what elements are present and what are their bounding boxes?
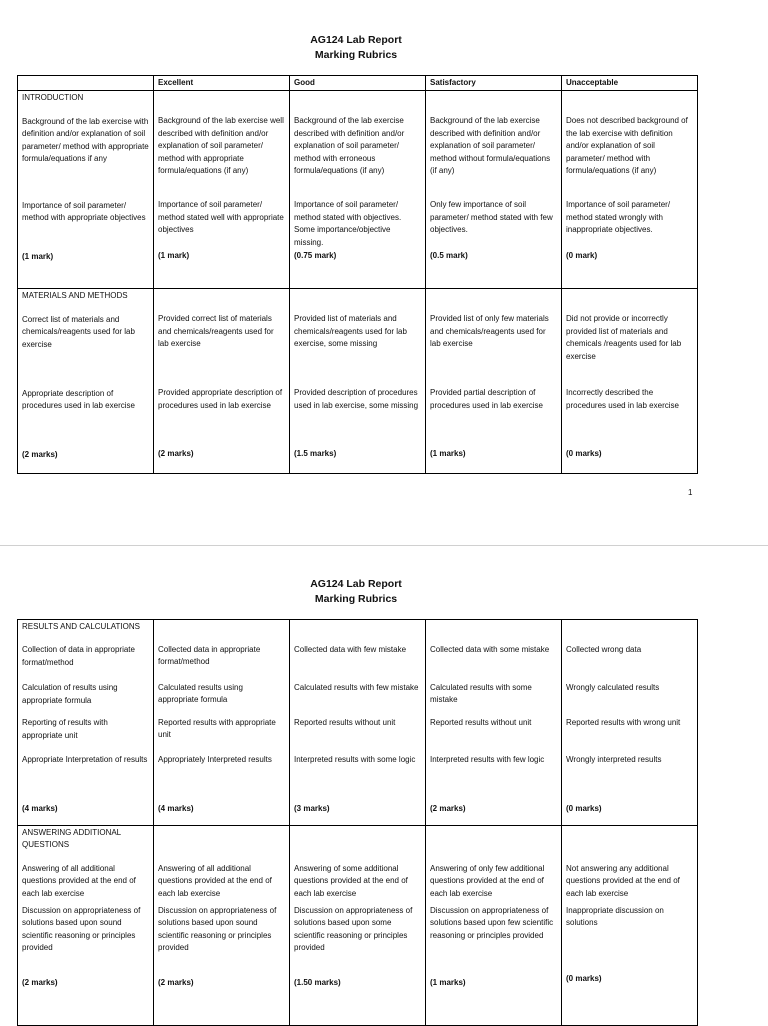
mark-label: (1 marks) xyxy=(430,978,466,987)
document-title xyxy=(0,33,712,63)
descriptor: Reported results with wrong unit xyxy=(566,718,681,727)
criteria-item: Discussion on appropriateness of solutions based upon sound scientific reasoning or principles provided xyxy=(22,906,141,953)
header-cell-satisfactory: Satisfactory xyxy=(426,76,562,91)
page-2 xyxy=(0,546,768,1024)
mark-label: (2 marks) xyxy=(22,978,58,987)
descriptor: Provided list of only few materials and chemicals/reagents used for lab exercise xyxy=(430,314,549,349)
good-cell xyxy=(290,91,426,289)
descriptor: Answering of only few additional questions provided at the end of each lab exercise xyxy=(430,864,545,898)
good-cell xyxy=(290,620,426,826)
unacceptable-cell xyxy=(562,826,698,1026)
descriptor: Answering of some additional questions provided at the end of each lab exercise xyxy=(294,864,408,898)
criteria-cell xyxy=(18,826,154,1026)
descriptor: Background of the lab exercise well described with definition and/or explanation of soil parameter/ method with appropriate formula/equations (if any) xyxy=(158,116,284,176)
mark-label: (2 marks) xyxy=(158,978,194,987)
mark-label: (0 marks) xyxy=(566,804,602,813)
mark-label: (4 marks) xyxy=(158,804,194,813)
criteria-item: Correct list of materials and chemicals/reagents used for lab exercise xyxy=(22,314,135,349)
mark-label: (2 marks) xyxy=(430,804,466,813)
descriptor: Provided correct list of materials and chemicals/reagents used for lab exercise xyxy=(158,314,274,349)
descriptor: Collected data with few mistake xyxy=(294,645,407,654)
section-title: MATERIALS AND METHODS xyxy=(22,291,128,301)
mark-label: (0.5 mark) xyxy=(430,251,468,261)
descriptor: Calculated results using appropriate formula xyxy=(158,683,243,705)
section-row-answering-additional-questions xyxy=(18,826,698,1026)
mark-label: (1.5 marks) xyxy=(294,449,337,459)
excellent-cell xyxy=(154,91,290,289)
satisfactory-cell xyxy=(426,620,562,826)
section-row-materials-and-methods xyxy=(18,289,698,474)
descriptor: Collected data with some mistake xyxy=(430,645,550,654)
mark-label: (0 mark) xyxy=(566,251,598,261)
descriptor: Does not described background of the lab exercise with definition and/or explanation of soil parameter/ method with formula/equations (if any) xyxy=(566,116,688,176)
descriptor: Reported results without unit xyxy=(294,718,396,727)
excellent-cell xyxy=(154,620,290,826)
criteria-item: Collection of data in appropriate format/method xyxy=(22,645,135,667)
satisfactory-cell xyxy=(426,289,562,474)
descriptor: Importance of soil parameter/ method stated wrongly with inappropriate objectives. xyxy=(566,200,671,235)
criteria-item: Appropriate Interpretation of results xyxy=(22,755,148,765)
satisfactory-cell xyxy=(426,826,562,1026)
descriptor: Wrongly calculated results xyxy=(566,683,660,692)
criteria-item: Reporting of results with appropriate unit xyxy=(22,718,108,740)
descriptor: Collected wrong data xyxy=(566,645,642,654)
descriptor: Wrongly interpreted results xyxy=(566,755,662,764)
rubric-table-1 xyxy=(17,75,698,474)
header-cell-good: Good xyxy=(290,76,426,91)
criteria-item: Calculation of results using appropriate formula xyxy=(22,683,118,705)
title-line-1: AG124 Lab Report xyxy=(310,34,402,46)
unacceptable-cell xyxy=(562,289,698,474)
section-title: ANSWERING ADDITIONAL QUESTIONS xyxy=(22,828,121,850)
criteria-item: Answering of all additional questions provided at the end of each lab exercise xyxy=(22,864,136,898)
mark-label: (2 marks) xyxy=(158,449,194,459)
rubric-table-2 xyxy=(17,619,698,1026)
page-number: 1 xyxy=(688,488,693,497)
title-line-1: AG124 Lab Report xyxy=(310,578,402,590)
mark-label: (0 marks) xyxy=(566,449,602,459)
criteria-item: Importance of soil parameter/ method with appropriate objectives xyxy=(22,200,146,223)
descriptor: Provided partial description of procedures used in lab exercise xyxy=(430,388,543,410)
descriptor: Provided description of procedures used in lab exercise, some missing xyxy=(294,388,419,410)
descriptor: Incorrectly described the procedures used in lab exercise xyxy=(566,388,679,410)
excellent-cell xyxy=(154,289,290,474)
mark-label: (1 mark) xyxy=(158,251,190,261)
descriptor: Inappropriate discussion on solutions xyxy=(566,906,664,928)
mark-label: (1 marks) xyxy=(430,449,466,459)
criteria-cell xyxy=(18,289,154,474)
title-line-2: Marking Rubrics xyxy=(314,49,398,61)
descriptor: Calculated results with some mistake xyxy=(430,683,532,705)
descriptor: Background of the lab exercise described with definition and/or explanation of soil parameter/ method with erroneous formula/equations (if any) xyxy=(294,116,405,176)
descriptor: Provided appropriate description of procedures used in lab exercise xyxy=(158,388,283,410)
section-row-introduction xyxy=(18,91,698,289)
section-title: RESULTS AND CALCULATIONS xyxy=(22,622,140,631)
header-cell-unacceptable: Unacceptable xyxy=(562,76,698,91)
descriptor: Provided list of materials and chemicals/reagents used for lab exercise, some missing xyxy=(294,314,407,349)
descriptor: Background of the lab exercise described with definition and/or explanation of soil parameter/ method without formula/equations (if any) xyxy=(430,116,551,176)
section-title: INTRODUCTION xyxy=(22,93,84,103)
descriptor: Only few importance of soil parameter/ method stated with few objectives. xyxy=(430,200,553,235)
satisfactory-cell xyxy=(426,91,562,289)
unacceptable-cell xyxy=(562,620,698,826)
header-cell-criteria xyxy=(18,76,154,91)
descriptor: Interpreted results with some logic xyxy=(294,755,416,764)
descriptor: Reported results with appropriate unit xyxy=(158,718,276,740)
title-line-2: Marking Rubrics xyxy=(314,593,398,605)
mark-label: (1.50 marks) xyxy=(294,978,341,987)
descriptor: Not answering any additional questions provided at the end of each lab exercise xyxy=(566,864,680,898)
descriptor: Discussion on appropriateness of solutions based upon few scientific reasoning or principles provided xyxy=(430,906,554,940)
mark-label: (0 marks) xyxy=(566,974,602,983)
descriptor: Discussion on appropriateness of solutions based upon some scientific reasoning or principles provided xyxy=(294,906,413,953)
descriptor: Discussion on appropriateness of solutions based upon sound scientific reasoning or principles provided xyxy=(158,906,277,953)
descriptor: Collected data in appropriate format/method xyxy=(158,645,261,667)
unacceptable-cell xyxy=(562,91,698,289)
criteria-item: Appropriate description of procedures used in lab exercise xyxy=(22,388,135,411)
mark-label: (2 marks) xyxy=(22,449,58,459)
mark-label: (1 mark) xyxy=(22,251,54,261)
descriptor: Appropriately Interpreted results xyxy=(158,755,272,764)
descriptor: Calculated results with few mistake xyxy=(294,683,419,692)
good-cell xyxy=(290,826,426,1026)
header-cell-excellent: Excellent xyxy=(154,76,290,91)
descriptor: Did not provide or incorrectly provided list of materials and chemicals /reagents used for lab exercise xyxy=(566,314,682,361)
excellent-cell xyxy=(154,826,290,1026)
descriptor: Answering of all additional questions provided at the end of each lab exercise xyxy=(158,864,272,898)
mark-label: (0.75 mark) xyxy=(294,251,337,261)
criteria-item: Background of the lab exercise with definition and/or explanation of soil parameter/ method with appropriate formula/equations if any xyxy=(22,116,149,164)
document-title xyxy=(0,577,712,607)
criteria-cell xyxy=(18,620,154,826)
criteria-cell xyxy=(18,91,154,289)
descriptor: Reported results without unit xyxy=(430,718,532,727)
mark-label: (4 marks) xyxy=(22,804,58,814)
descriptor: Importance of soil parameter/ method stated well with appropriate objectives xyxy=(158,200,284,235)
section-row-results-and-calculations xyxy=(18,620,698,826)
good-cell xyxy=(290,289,426,474)
descriptor: Interpreted results with few logic xyxy=(430,755,545,764)
descriptor: Importance of soil parameter/ method stated with objectives. Some importance/objective missing. xyxy=(294,200,402,247)
mark-label: (3 marks) xyxy=(294,804,330,813)
header-row xyxy=(18,76,698,91)
